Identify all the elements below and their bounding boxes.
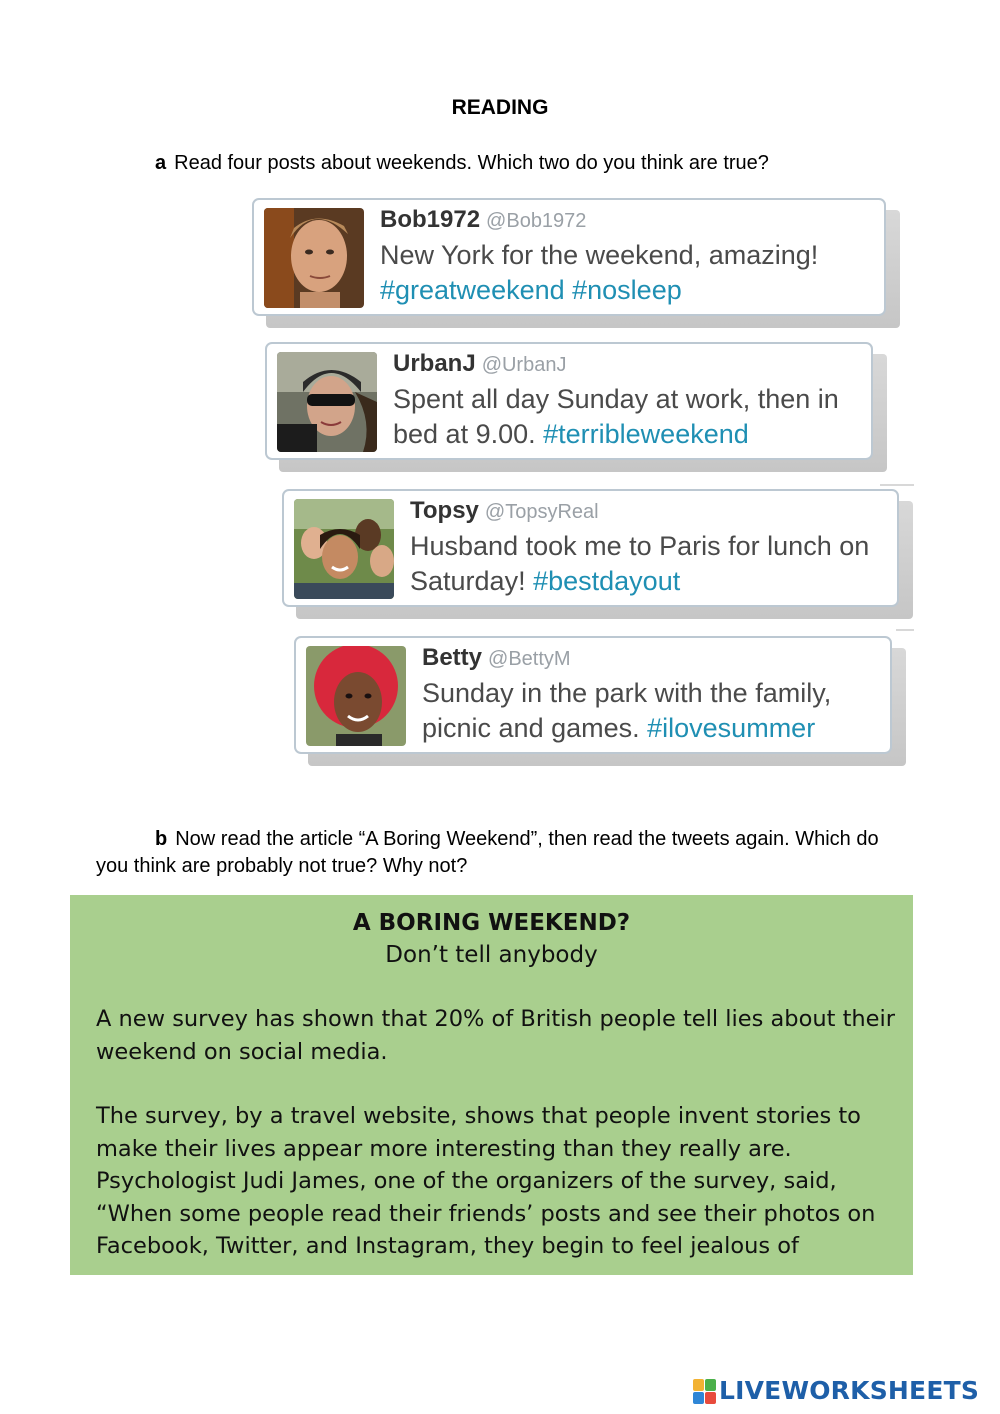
article-box <box>70 895 913 1275</box>
page-heading: READING <box>451 96 549 119</box>
avatar-bob1972 <box>264 208 364 308</box>
tweet-username: Betty <box>422 644 483 671</box>
avatar-betty <box>306 646 406 746</box>
article-paragraph: A new survey has shown that 20% of British people tell lies about their weekend on social media. <box>96 1006 895 1065</box>
article-title: A BORING WEEKEND? <box>352 910 631 936</box>
tweet-username: UrbanJ <box>393 350 476 377</box>
tweet-hashtags: #terribleweekend <box>543 419 749 449</box>
instruction-a-letter: a <box>155 152 167 174</box>
divider <box>896 629 914 631</box>
tweet-card <box>282 489 899 607</box>
article-paragraph: The survey, by a travel website, shows that people invent stories to make their lives appear more interesting than they really are. Psychologist Judi James, one of the organizers of the survey, said, “When some people read their friends’ posts and see their photos on Facebook, Twitter, and Instagram, they begin to feel jealous of <box>96 1103 876 1259</box>
tweet-handle: @BettyM <box>488 648 571 670</box>
tweet-handle: @UrbanJ <box>481 354 567 376</box>
instruction-b-letter: b <box>155 828 168 850</box>
tweet-username: Topsy <box>410 497 479 524</box>
tweet-hashtags: #bestdayout <box>533 566 681 596</box>
instruction-b-text: Now read the article “A Boring Weekend”, then read the tweets again. Which do you think are probably not true? Why not? <box>96 828 879 877</box>
avatar-topsy <box>294 499 394 599</box>
logo-wordmark: LIVEWORKSHEETS <box>719 1376 980 1405</box>
tweet-hashtags: #ilovesummer <box>647 713 816 743</box>
tweet-text: New York for the weekend, amazing! <box>380 240 819 270</box>
instruction-a <box>155 150 769 177</box>
divider <box>880 484 914 486</box>
tweet-text: Husband took me to Paris for lunch on Saturday! <box>410 531 870 596</box>
avatar-urbanj <box>277 352 377 452</box>
logo-mark-icon <box>693 1379 715 1403</box>
tweet-text: Spent all day Sunday at work, then in bed at 9.00. <box>393 384 839 449</box>
tweet-hashtags: #greatweekend #nosleep <box>380 275 682 305</box>
instruction-a-text: Read four posts about weekends. Which two do you think are true? <box>174 152 769 174</box>
tweet-text: Sunday in the park with the family, picnic and games. <box>422 678 832 743</box>
liveworksheets-logo <box>693 1376 979 1405</box>
tweet-card <box>252 198 886 316</box>
tweet-username: Bob1972 <box>380 206 481 233</box>
tweet-handle: @Bob1972 <box>486 210 587 232</box>
article-subtitle: Don’t tell anybody <box>385 942 598 968</box>
tweet-handle: @TopsyReal <box>484 501 599 523</box>
tweet-card <box>265 342 873 460</box>
tweet-card <box>294 636 892 754</box>
instruction-b <box>96 826 916 880</box>
